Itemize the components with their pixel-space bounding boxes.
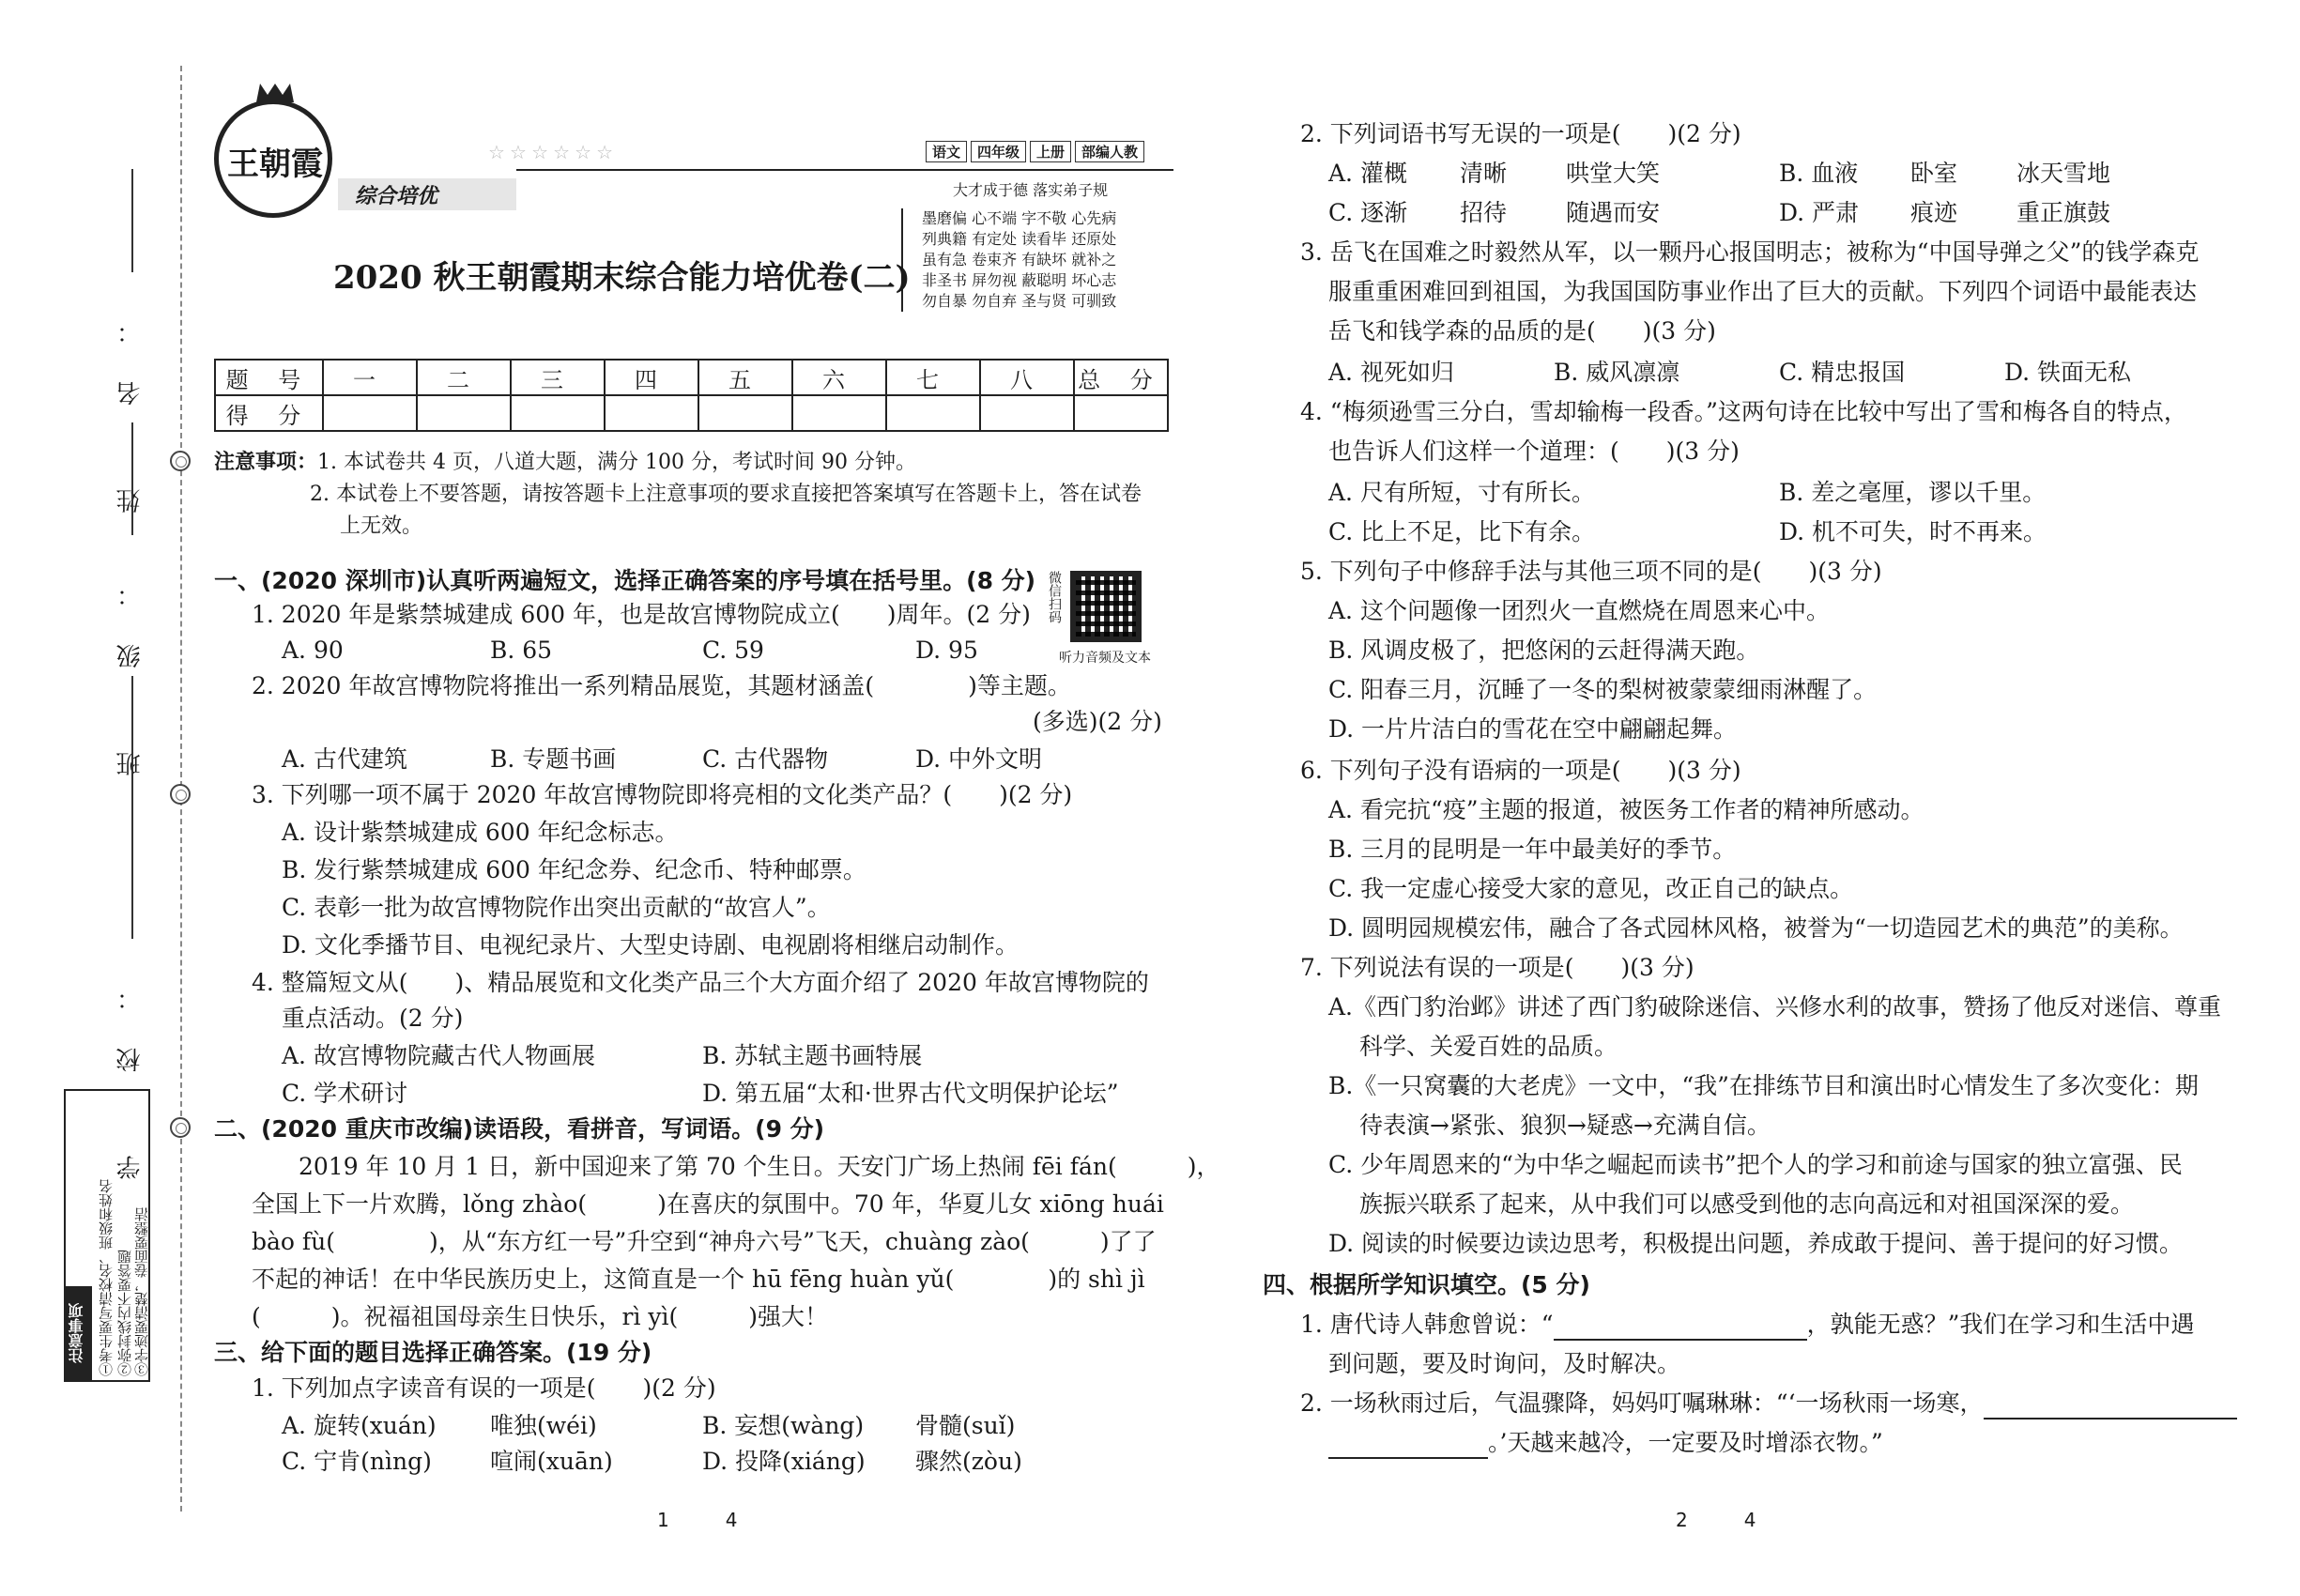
notice-item: 上无效。 — [340, 514, 423, 538]
option[interactable]: D. 文化季播节目、电视纪录片、大型史诗剧、电视剧将相继启动制作。 — [282, 931, 1020, 959]
question-text: 1. 下列加点字读音有误的一项是( )(2 分) — [252, 1374, 716, 1402]
notice-item: 1. 本试卷共 4 页，八道大题，满分 100 分，考试时间 90 分钟。 — [317, 451, 916, 474]
option-word: 招待 — [1460, 199, 1508, 226]
section-2-heading: 二、(2020 重庆市改编)读语段，看拼音，写词语。(9 分) — [214, 1115, 825, 1143]
qr-code-icon[interactable] — [1070, 571, 1142, 642]
option[interactable]: C. 阳春三月，沉睡了一冬的梨树被蒙蒙细雨淋醒了。 — [1328, 676, 1878, 703]
page-number: 2 4 — [1676, 1509, 1756, 1531]
notice-label: 注意事项： — [214, 451, 318, 474]
side-notice-title: 注意事项 — [66, 1286, 92, 1380]
score-input-cell[interactable] — [792, 395, 886, 431]
option[interactable]: C. 古代器物 — [702, 745, 829, 773]
notice-item: 2. 本试卷上不要答题，请按答题卡上注意事项的要求直接把答案填写在答题卡上，答在试卷 — [310, 483, 1142, 506]
question-text: 2. 2020 年故宫博物院将推出一系列精品展览，其题材涵盖( )等主题。 — [252, 672, 1071, 699]
binding-hole-icon — [170, 1117, 191, 1138]
edition-tag: 部编人教 — [1075, 141, 1144, 162]
qr-side-label: 微信扫码 — [1047, 571, 1062, 623]
question-text: 6. 下列句子没有语病的一项是( )(3 分) — [1300, 757, 1741, 784]
option-word: 喧闹(xuān) — [490, 1448, 613, 1475]
option[interactable]: D. 铁面无私 — [2004, 359, 2132, 386]
option-word: 重正旗鼓 — [2016, 199, 2111, 226]
option[interactable]: C. 宁肯(nìng) — [282, 1448, 432, 1475]
option[interactable]: D. 严肃 — [1779, 199, 1860, 226]
exam-title: 2020 秋王朝霞期末综合能力培优卷(二) — [333, 259, 911, 297]
option[interactable]: D. 投降(xiáng) — [702, 1448, 866, 1475]
score-cell: 得 分 — [215, 395, 323, 431]
score-cell: 七 — [886, 360, 980, 395]
passage-line: 不起的神话！在中华民族历史上，这简直是一个 hū fēng huàn yǔ( )的 shì jì — [252, 1266, 1145, 1293]
star-icon: ☆ — [510, 141, 527, 163]
option[interactable]: B. 妄想(wàng) — [702, 1412, 865, 1439]
motto-grid-line: 非圣书 屏勿视 蔽聪明 坏心志 — [922, 271, 1117, 289]
score-cell: 题 号 — [215, 360, 323, 395]
fill-question-text: 。’天越来越冷，一定要及时增添衣物。” — [1488, 1429, 1883, 1456]
option-word: 清晰 — [1460, 160, 1508, 187]
option[interactable]: B. 血液 — [1779, 160, 1859, 187]
header-motto: 大才成于德 落实弟子规 — [953, 181, 1109, 199]
star-icon: ☆ — [531, 141, 548, 163]
notice-line — [214, 447, 916, 479]
binding-hole-icon — [170, 451, 191, 471]
side-notice-item: ②弥封线内不要答题 — [116, 1250, 133, 1376]
score-input-cell[interactable] — [323, 395, 417, 431]
brand-logo-text: 王朝霞 — [227, 146, 323, 183]
score-input-cell[interactable] — [980, 395, 1074, 431]
score-input-cell[interactable] — [1074, 395, 1168, 431]
qr-caption: 听力音频及文本 — [1059, 651, 1151, 666]
option[interactable]: A. 视死如归 — [1328, 359, 1454, 386]
option[interactable]: B.《一只窝囊的大老虎》一文中，“我”在排练节目和演出时心情发生了多次变化：期 — [1328, 1072, 2199, 1099]
question-text: 3. 下列哪一项不属于 2020 年故宫博物院即将亮相的文化类产品？( )(2 分) — [252, 781, 1073, 808]
option[interactable]: A. 尺有所短，寸有所长。 — [1328, 479, 1595, 506]
option-word: 骨髓(suǐ) — [915, 1412, 1016, 1439]
option[interactable]: C. 我一定虚心接受大家的意见，改正自己的缺点。 — [1328, 875, 1854, 902]
grade-tag: 四年级 — [971, 141, 1026, 162]
option-word: 唯独(wéi) — [490, 1412, 597, 1439]
subject-tag: 语文 — [926, 141, 967, 162]
option[interactable]: A. 旋转(xuán) — [282, 1412, 437, 1439]
passage-line: 2019 年 10 月 1 日，新中国迎来了第 70 个生日。天安门广场上热闹 fēi fán( )， — [299, 1153, 1220, 1180]
question-text: 服重重困难回到祖国，为我国国防事业作出了巨大的贡献。下列四个词语中最能表达 — [1328, 278, 2198, 305]
crown-icon — [256, 84, 294, 102]
motto-grid — [901, 208, 1175, 312]
score-cell: 四 — [605, 360, 698, 395]
option[interactable]: A.《西门豹治邺》讲述了西门豹破除迷信、兴修水利的故事，赞扬了他反对迷信、尊重 — [1328, 993, 2222, 1021]
option[interactable]: B. 发行紫禁城建成 600 年纪念券、纪念币、特种邮票。 — [282, 856, 866, 883]
score-cell: 二 — [417, 360, 511, 395]
option[interactable]: B. 威风凛凛 — [1554, 359, 1680, 386]
series-banner — [338, 178, 516, 210]
page-number: 1 4 — [657, 1509, 738, 1531]
option[interactable]: A. 设计紫禁城建成 600 年纪念标志。 — [282, 819, 679, 846]
score-input-cell[interactable] — [605, 395, 698, 431]
star-icon: ☆ — [596, 141, 614, 163]
motto-grid-line: 墨磨偏 心不端 字不敬 心先病 — [922, 209, 1117, 227]
school-field-line[interactable] — [131, 676, 133, 939]
question-text: 7. 下列说法有误的一项是( )(3 分) — [1300, 954, 1694, 981]
score-table-header-row — [215, 360, 1168, 395]
side-notice-item: ①考生要写清校名、班级和姓名 — [98, 1179, 115, 1376]
section-1-heading: 一、(2020 深圳市)认真听两遍短文，选择正确答案的序号填在括号里。(8 分) — [214, 567, 1036, 594]
option-continued: 族振兴联系了起来，从中我们可以感受到他的志向高远和对祖国深深的爱。 — [1359, 1190, 2135, 1218]
star-icon: ☆ — [488, 141, 505, 163]
header-rule — [516, 169, 1173, 171]
option[interactable]: D. 机不可失，时不再来。 — [1779, 518, 2047, 545]
name-field-label: 姓 名： — [116, 282, 145, 514]
passage-line: 全国上下一片欢腾，lǒng zhào( )在喜庆的氛围中。70 年，华夏儿女 xiōng huái — [252, 1190, 1164, 1218]
subject-tags — [922, 141, 1144, 162]
option[interactable]: D. 95 — [915, 637, 978, 664]
option-word: 哄堂大笑 — [1566, 160, 1661, 187]
option[interactable]: D. 圆明园规模宏伟，融合了各式园林风格，被誉为“一切造园艺术的典范”的美称。 — [1328, 914, 2184, 942]
option[interactable]: D. 中外文明 — [915, 745, 1043, 773]
brand-logo — [214, 100, 332, 218]
score-cell: 五 — [698, 360, 792, 395]
option[interactable]: A. 看完抗“疫”主题的报道，被医务工作者的精神所感动。 — [1328, 796, 1924, 823]
fill-question — [1300, 1309, 2194, 1341]
rating-stars — [488, 141, 613, 163]
class-field-line[interactable] — [131, 422, 133, 535]
motto-grid-line: 列典籍 有定处 读看毕 还原处 — [922, 230, 1117, 248]
question-text: 1. 2020 年是紫禁城建成 600 年，也是故宫博物院成立( )周年。(2 分) — [252, 601, 1031, 628]
score-cell: 总 分 — [1074, 360, 1168, 395]
option[interactable]: C. 精忠报国 — [1779, 359, 1906, 386]
option[interactable]: C. 少年周恩来的“为中华之崛起而读书”把个人的学习和前途与国家的独立富强、民 — [1328, 1151, 2183, 1178]
option[interactable]: D. 一片片洁白的雪花在空中翩翩起舞。 — [1328, 715, 1738, 743]
question-text: 重点活动。(2 分) — [282, 1005, 464, 1032]
section-3-heading: 三、给下面的题目选择正确答案。(19 分) — [214, 1339, 652, 1366]
fill-question-text: 2. 一场秋雨过后，气温骤降，妈妈叮嘱琳琳：“‘一场秋雨一场寒， — [1300, 1389, 1984, 1417]
option[interactable]: B. 三月的昆明是一年中最美好的季节。 — [1328, 836, 1737, 863]
answer-blank[interactable] — [1328, 1435, 1488, 1459]
question-text: 3. 岳飞在国难之时毅然从军，以一颗丹心报国明志；被称为“中国导弹之父”的钱学森克 — [1300, 238, 2200, 266]
option[interactable]: B. 65 — [490, 637, 553, 664]
option[interactable]: C. 逐渐 — [1328, 199, 1408, 226]
score-input-cell[interactable] — [417, 395, 511, 431]
score-cell: 三 — [511, 360, 605, 395]
option[interactable]: C. 表彰一批为故宫博物院作出突出贡献的“故宫人”。 — [282, 894, 831, 921]
score-input-cell[interactable] — [886, 395, 980, 431]
side-notice-item: ③字迹要清楚，卷面要整洁 — [133, 1207, 150, 1376]
option[interactable]: D. 阅读的时候要边读边思考，积极提出问题，养成敢于提问、善于提问的好习惯。 — [1328, 1230, 2184, 1257]
fill-question-text: ，孰能无惑？”我们在学习和生活中遇 — [1806, 1311, 2195, 1338]
option[interactable]: C. 比上不足，比下有余。 — [1328, 518, 1596, 545]
question-text: 5. 下列句子中修辞手法与其他三项不同的是( )(3 分) — [1300, 558, 1882, 585]
option-continued: 待表演→紧张、狼狈→疑惑→充满自信。 — [1359, 1112, 1771, 1139]
question-text: 岳飞和钱学森的品质的是( )(3 分) — [1328, 317, 1716, 345]
motto-grid-line: 勿自暴 勿自弃 圣与贤 可驯致 — [922, 292, 1117, 310]
question-text: 4. 整篇短文从( )、精品展览和文化类产品三个大方面介绍了 2020 年故宫博物院的 — [252, 969, 1149, 996]
option[interactable]: A. 灌概 — [1328, 160, 1407, 187]
option-word: 骤然(zòu) — [915, 1448, 1022, 1475]
class-field-label: 班 级： — [116, 545, 145, 776]
fill-question-text: 到问题，要及时询问，及时解决。 — [1328, 1350, 1681, 1377]
option-word: 冰天雪地 — [2016, 160, 2111, 187]
question-text: 2. 下列词语书写无误的一项是( )(2 分) — [1300, 120, 1741, 147]
series-banner-text: 综合培优 — [355, 185, 438, 208]
option[interactable]: A. 古代建筑 — [282, 745, 407, 773]
score-table-score-row — [215, 395, 1168, 431]
score-cell: 八 — [980, 360, 1074, 395]
option[interactable]: A. 90 — [282, 637, 344, 664]
score-input-cell[interactable] — [511, 395, 605, 431]
score-input-cell[interactable] — [698, 395, 792, 431]
question-text: 也告诉人们这样一个道理：( )(3 分) — [1328, 437, 1740, 465]
option-word: 卧室 — [1910, 160, 1958, 187]
section-4-heading: 四、根据所学知识填空。(5 分) — [1263, 1271, 1590, 1298]
fill-question-text: 1. 唐代诗人韩愈曾说：“ — [1300, 1311, 1554, 1338]
school-field-label: 学 校： — [116, 948, 145, 1180]
option[interactable]: B. 苏轼主题书画特展 — [702, 1042, 923, 1069]
star-icon: ☆ — [553, 141, 571, 163]
option[interactable]: C. 学术研讨 — [282, 1080, 408, 1107]
term-tag: 上册 — [1030, 141, 1071, 162]
question-tail: (多选)(2 分) — [1033, 708, 1162, 735]
fill-question — [1300, 1388, 2237, 1420]
option[interactable]: A. 故宫博物院藏古代人物画展 — [282, 1042, 595, 1069]
option[interactable]: B. 风调皮极了，把悠闲的云赶得满天跑。 — [1328, 637, 1760, 664]
score-cell: 一 — [323, 360, 417, 395]
question-text: 4. “梅须逊雪三分白，雪却输梅一段香。”这两句诗在比较中写出了雪和梅各自的特点， — [1300, 398, 2187, 425]
option[interactable]: A. 这个问题像一团烈火一直燃烧在周恩来心中。 — [1328, 597, 1830, 624]
option-word: 随遇而安 — [1566, 199, 1661, 226]
motto-grid-line: 虽有急 卷束齐 有缺坏 就补之 — [922, 251, 1117, 269]
option-continued: 科学、关爱百姓的品质。 — [1359, 1033, 1618, 1060]
answer-blank[interactable] — [1554, 1316, 1807, 1341]
star-icon: ☆ — [575, 141, 592, 163]
passage-line: bào fù( )，从“东方红一号”升空到“神舟六号”飞天，chuàng zào( )了了 — [252, 1228, 1157, 1255]
fill-question — [1328, 1427, 1883, 1459]
side-notice-box — [64, 1089, 150, 1382]
option[interactable]: B. 专题书画 — [490, 745, 617, 773]
passage-line: ( )。祝福祖国母亲生日快乐，rì yì( )强大！ — [252, 1303, 829, 1330]
option[interactable]: B. 差之毫厘，谬以千里。 — [1779, 479, 2047, 506]
option-word: 痕迹 — [1910, 199, 1958, 226]
option[interactable]: C. 59 — [702, 637, 764, 664]
option[interactable]: D. 第五届“太和·世界古代文明保护论坛” — [702, 1080, 1119, 1107]
score-cell: 六 — [792, 360, 886, 395]
answer-blank[interactable] — [1984, 1395, 2237, 1420]
binding-hole-icon — [170, 784, 191, 805]
name-field-line[interactable] — [131, 169, 133, 272]
score-table — [214, 359, 1169, 432]
